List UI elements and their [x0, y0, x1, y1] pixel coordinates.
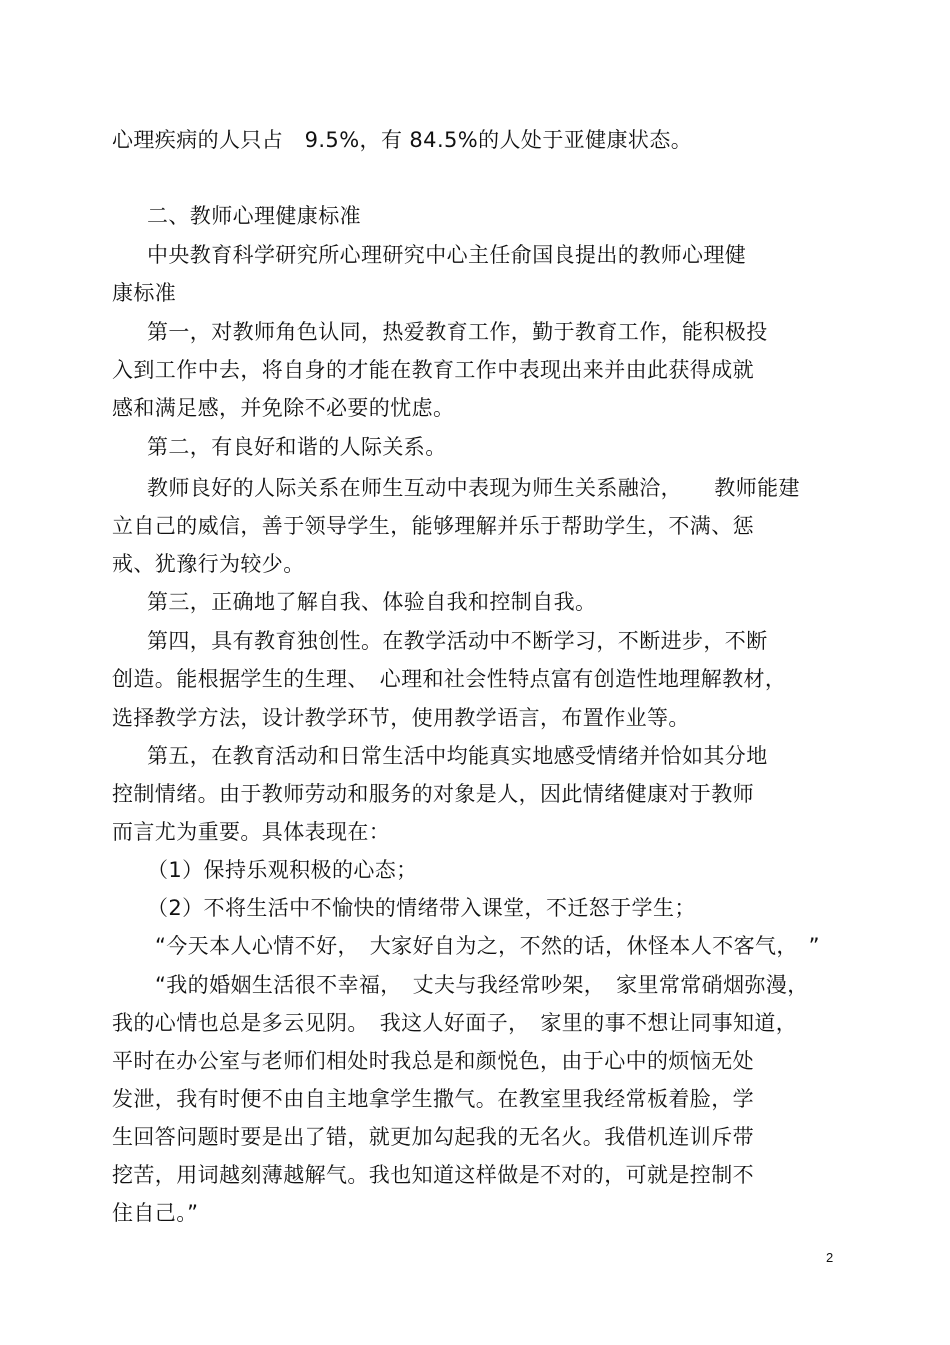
text-line: 康标准 [112, 281, 177, 305]
text-line: 挖苦，用词越刻薄越解气。我也知道这样做是不对的，可就是控制不 [112, 1163, 754, 1187]
text-line: 教师良好的人际关系在师生互动中表现为师生关系融洽， 教师能建 [147, 476, 800, 500]
text-line: 立自己的威信，善于领导学生，能够理解并乐于帮助学生，不满、惩 [112, 514, 754, 538]
text-line: 第五，在教育活动和日常生活中均能真实地感受情绪并恰如其分地 [147, 744, 768, 768]
text-line: 戒、犹豫行为较少。 [112, 552, 305, 576]
text-line: 发泄，我有时便不由自主地拿学生撒气。在教室里我经常板着脸，学 [112, 1087, 754, 1111]
text-line: 平时在办公室与老师们相处时我总是和颜悦色，由于心中的烦恼无处 [112, 1049, 754, 1073]
text-line: （2）不将生活中不愉快的情绪带入课堂，不迁怒于学生； [147, 896, 696, 920]
text-line: 选择教学方法，设计教学环节，使用教学语言，布置作业等。 [112, 706, 690, 730]
text-line: 中央教育科学研究所心理研究中心主任俞国良提出的教师心理健 [147, 243, 747, 267]
text-line: 心理疾病的人只占 9.5%，有 84.5%的人处于亚健康状态。 [112, 128, 693, 152]
text-line: 入到工作中去，将自身的才能在教育工作中表现出来并由此获得成就 [112, 358, 754, 382]
text-line: 创造。能根据学生的生理、 心理和社会性特点富有创造性地理解教材， [112, 667, 787, 691]
text-line: 生回答问题时要是出了错，就更加勾起我的无名火。我借机连训斥带 [112, 1125, 754, 1149]
text-line: （1）保持乐观积极的心态； [147, 858, 418, 882]
text-line: 我的心情也总是多云见阴。 我这人好面子， 家里的事不想让同事知道， [112, 1011, 798, 1035]
page-number: 2 [826, 1250, 834, 1265]
section-heading: 二、教师心理健康标准 [147, 204, 361, 228]
text-line: 感和满足感，并免除不必要的忧虑。 [112, 396, 455, 420]
text-line: 而言尤为重要。具体表现在： [112, 820, 391, 844]
text-line: 第二，有良好和谐的人际关系。 [147, 435, 447, 459]
text-line: 控制情绪。由于教师劳动和服务的对象是人，因此情绪健康对于教师 [112, 782, 754, 806]
text-line: “我的婚姻生活很不幸福， 丈夫与我经常吵架， 家里常常硝烟弥漫， [155, 973, 809, 997]
text-line: 第一，对教师角色认同，热爱教育工作，勤于教育工作，能积极投 [147, 320, 768, 344]
text-line: 第四，具有教育独创性。在教学活动中不断学习，不断进步，不断 [147, 629, 768, 653]
text-line: 第三，正确地了解自我、体验自我和控制自我。 [147, 590, 597, 614]
text-line: “今天本人心情不好， 大家好自为之，不然的话，休怪本人不客气， ” [155, 934, 820, 958]
text-line: 住自己。” [112, 1201, 199, 1225]
